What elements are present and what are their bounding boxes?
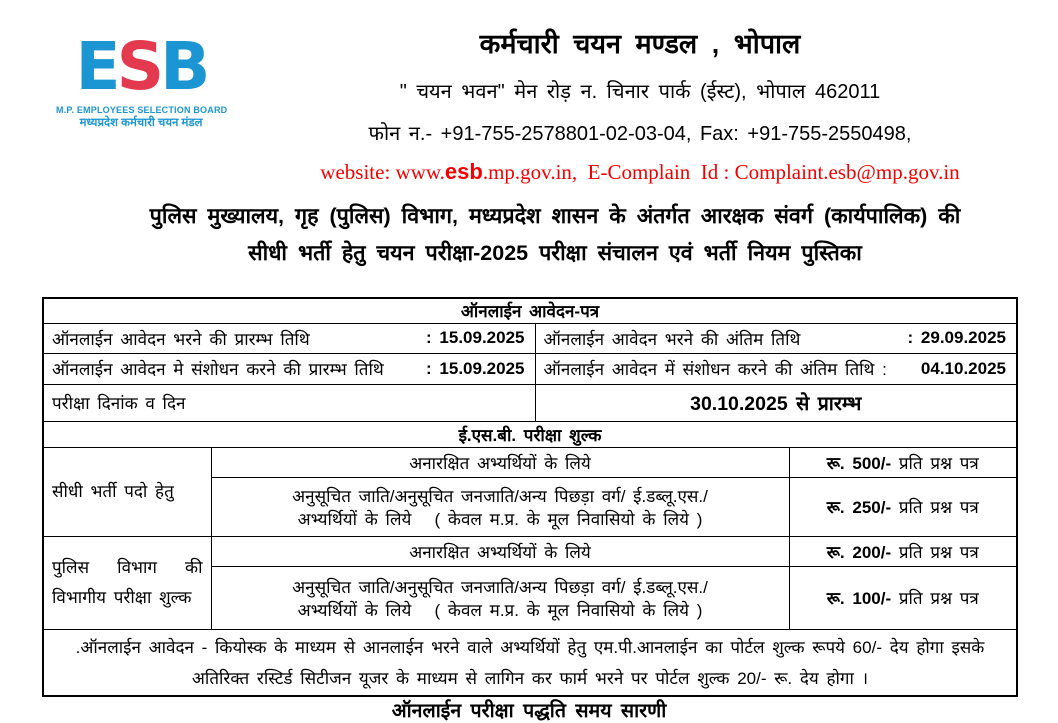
table-row <box>43 323 1017 353</box>
cell-correction-start <box>43 353 535 384</box>
cell-correction-end <box>535 353 1017 384</box>
fee-category-reserved-2-line2: अभ्यर्थियों के लिये ( केवल म.प्र. के मूल निवासियो के लिये ) <box>297 600 703 620</box>
fee-amount-200-value: रू. 200/- <box>826 542 892 562</box>
fee-amount-100-value: रू. 100/- <box>826 589 892 608</box>
table-row <box>43 447 1017 477</box>
document-title-line1: पुलिस मुख्यालय, गृह (पुलिस) विभाग, मध्यप्रदेश शासन के अंतर्गत आरक्षक संवर्ग (कार्यपालिक) की <box>149 204 961 228</box>
document-title-line2: सीधी भर्ती हेतु चयन परीक्षा-2025 परीक्षा संचालन एवं भर्ती नियम पुस्तिका <box>248 241 862 265</box>
portal-fee-note-line2: अतिरिक्त रस्टिर्ड सिटीजन यूजर के माध्यम से लागिन कर फार्म भरने पर पोर्टल शुल्क 20/- रू. देय होगा । <box>191 668 869 688</box>
fee-category-reserved-1-line2: अभ्यर्थियों के लिये ( केवल म.प्र. के मूल निवासियो के लिये ) <box>297 509 703 529</box>
fee-category-reserved-2-line1: अनुसूचित जाति/अनुसूचित जनजाति/अन्य पिछड़ा वर्ग/ ई.डब्लू.एस./ <box>292 577 708 597</box>
table-row <box>43 353 1017 384</box>
next-section-title: ऑनलाईन परीक्षा पद्धति समय सारणी <box>391 700 667 722</box>
fee-category-unreserved-2: अनारक्षित अभ्यर्थियों के लिये <box>211 536 789 566</box>
fee-group-departmental-exam: पुलिस विभाग की विभागीय परीक्षा शुल्क <box>43 536 211 629</box>
correction-start-value: : 15.09.2025 <box>426 358 525 378</box>
fee-amount-250 <box>789 477 1017 536</box>
table-row <box>43 536 1017 566</box>
fee-category-unreserved-1: अनारक्षित अभ्यर्थियों के लिये <box>211 447 789 477</box>
fee-unit-200: प्रति प्रश्न पत्र <box>891 542 979 562</box>
document-title <box>55 198 1055 272</box>
organization-address: " चयन भवन" मेन रोड़ न. चिनार पार्क (ईस्ट), भोपाल 462011 <box>399 81 881 103</box>
website-text-prefix: website: www. <box>320 160 445 184</box>
end-date-label: ऑनलाईन आवेदन भरने की अंतिम तिथि <box>543 329 801 349</box>
esb-letter-s: S <box>116 28 161 105</box>
table-row <box>43 384 1017 421</box>
exam-date-value: 30.10.2025 से प्रारम्भ <box>690 393 862 415</box>
start-date-value: : 15.09.2025 <box>426 328 525 347</box>
phone-fax-line: फोन न.- +91-755-2578801-02-03-04, Fax: +91-755-2550498, <box>368 123 912 145</box>
esb-logo <box>56 30 226 131</box>
logo-caption-english: M.P. EMPLOYEES SELECTION BOARD <box>56 105 228 115</box>
portal-fee-note <box>43 629 1017 696</box>
table-row <box>43 298 1017 323</box>
website-email-line <box>230 159 1050 185</box>
application-fee-table <box>42 297 1018 697</box>
fee-amount-500 <box>789 447 1017 477</box>
website-text-suffix: .mp.gov.in, E-Complain Id : Complaint.esb@mp.gov.in <box>482 160 960 184</box>
section-header-online-application: ऑनलाईन आवेदन-पत्र <box>43 298 1017 323</box>
fee-category-reserved-2 <box>211 566 789 629</box>
logo-caption-hindi: मध्यप्रदेश कर्मचारी चयन मंडल <box>79 117 203 129</box>
portal-fee-note-line1: .ऑनलाईन आवेदन - कियोस्क के माध्यम से आनलाईन भरने वाले अभ्यर्थियों हेतु एम.पी.आनलाईन का पोर्टल शुल्क रूपये 60/- देय होगा इसके <box>75 637 985 657</box>
correction-end-label: ऑनलाईन आवेदन में संशोधन करने की अंतिम तिथि : <box>543 360 887 379</box>
esb-letter-e: E <box>75 28 117 105</box>
fee-amount-200 <box>789 536 1017 566</box>
fee-category-reserved-1 <box>211 477 789 536</box>
end-date-value: : 29.09.2025 <box>907 328 1006 347</box>
exam-date-label: परीक्षा दिनांक व दिन <box>43 384 535 421</box>
esb-logo-letters <box>56 30 226 104</box>
fee-amount-100 <box>789 566 1017 629</box>
fee-amount-500-value: रू. 500/- <box>826 453 892 473</box>
fee-unit-500: प्रति प्रश्न पत्र <box>891 453 979 473</box>
letterhead <box>230 28 1050 185</box>
fee-amount-250-value: रू. 250/- <box>826 498 892 517</box>
website-esb-bold: esb <box>444 159 483 184</box>
esb-letter-b: B <box>160 28 207 105</box>
table-row <box>43 629 1017 696</box>
cell-end-date <box>535 323 1017 353</box>
exam-date-value-cell <box>535 384 1017 421</box>
table-row <box>43 421 1017 447</box>
start-date-label: ऑनलाईन आवेदन भरने की प्रारम्भ तिथि <box>52 329 310 349</box>
cell-start-date <box>43 323 535 353</box>
fee-group-direct-recruitment: सीधी भर्ती पदो हेतु <box>43 447 211 536</box>
organization-title: कर्मचारी चयन मण्डल , भोपाल <box>479 29 801 59</box>
fee-unit-250: प्रति प्रश्न पत्र <box>891 498 979 517</box>
correction-start-label: ऑनलाईन आवेदन मे संशोधन करने की प्रारम्भ तिथि <box>52 360 384 379</box>
fee-unit-100: प्रति प्रश्न पत्र <box>891 589 979 608</box>
section-header-esb-fee: ई.एस.बी. परीक्षा शुल्क <box>43 421 1017 447</box>
fee-category-reserved-1-line1: अनुसूचित जाति/अनुसूचित जनजाति/अन्य पिछड़ा वर्ग/ ई.डब्लू.एस./ <box>292 486 708 506</box>
correction-end-value: 04.10.2025 <box>920 358 1006 378</box>
